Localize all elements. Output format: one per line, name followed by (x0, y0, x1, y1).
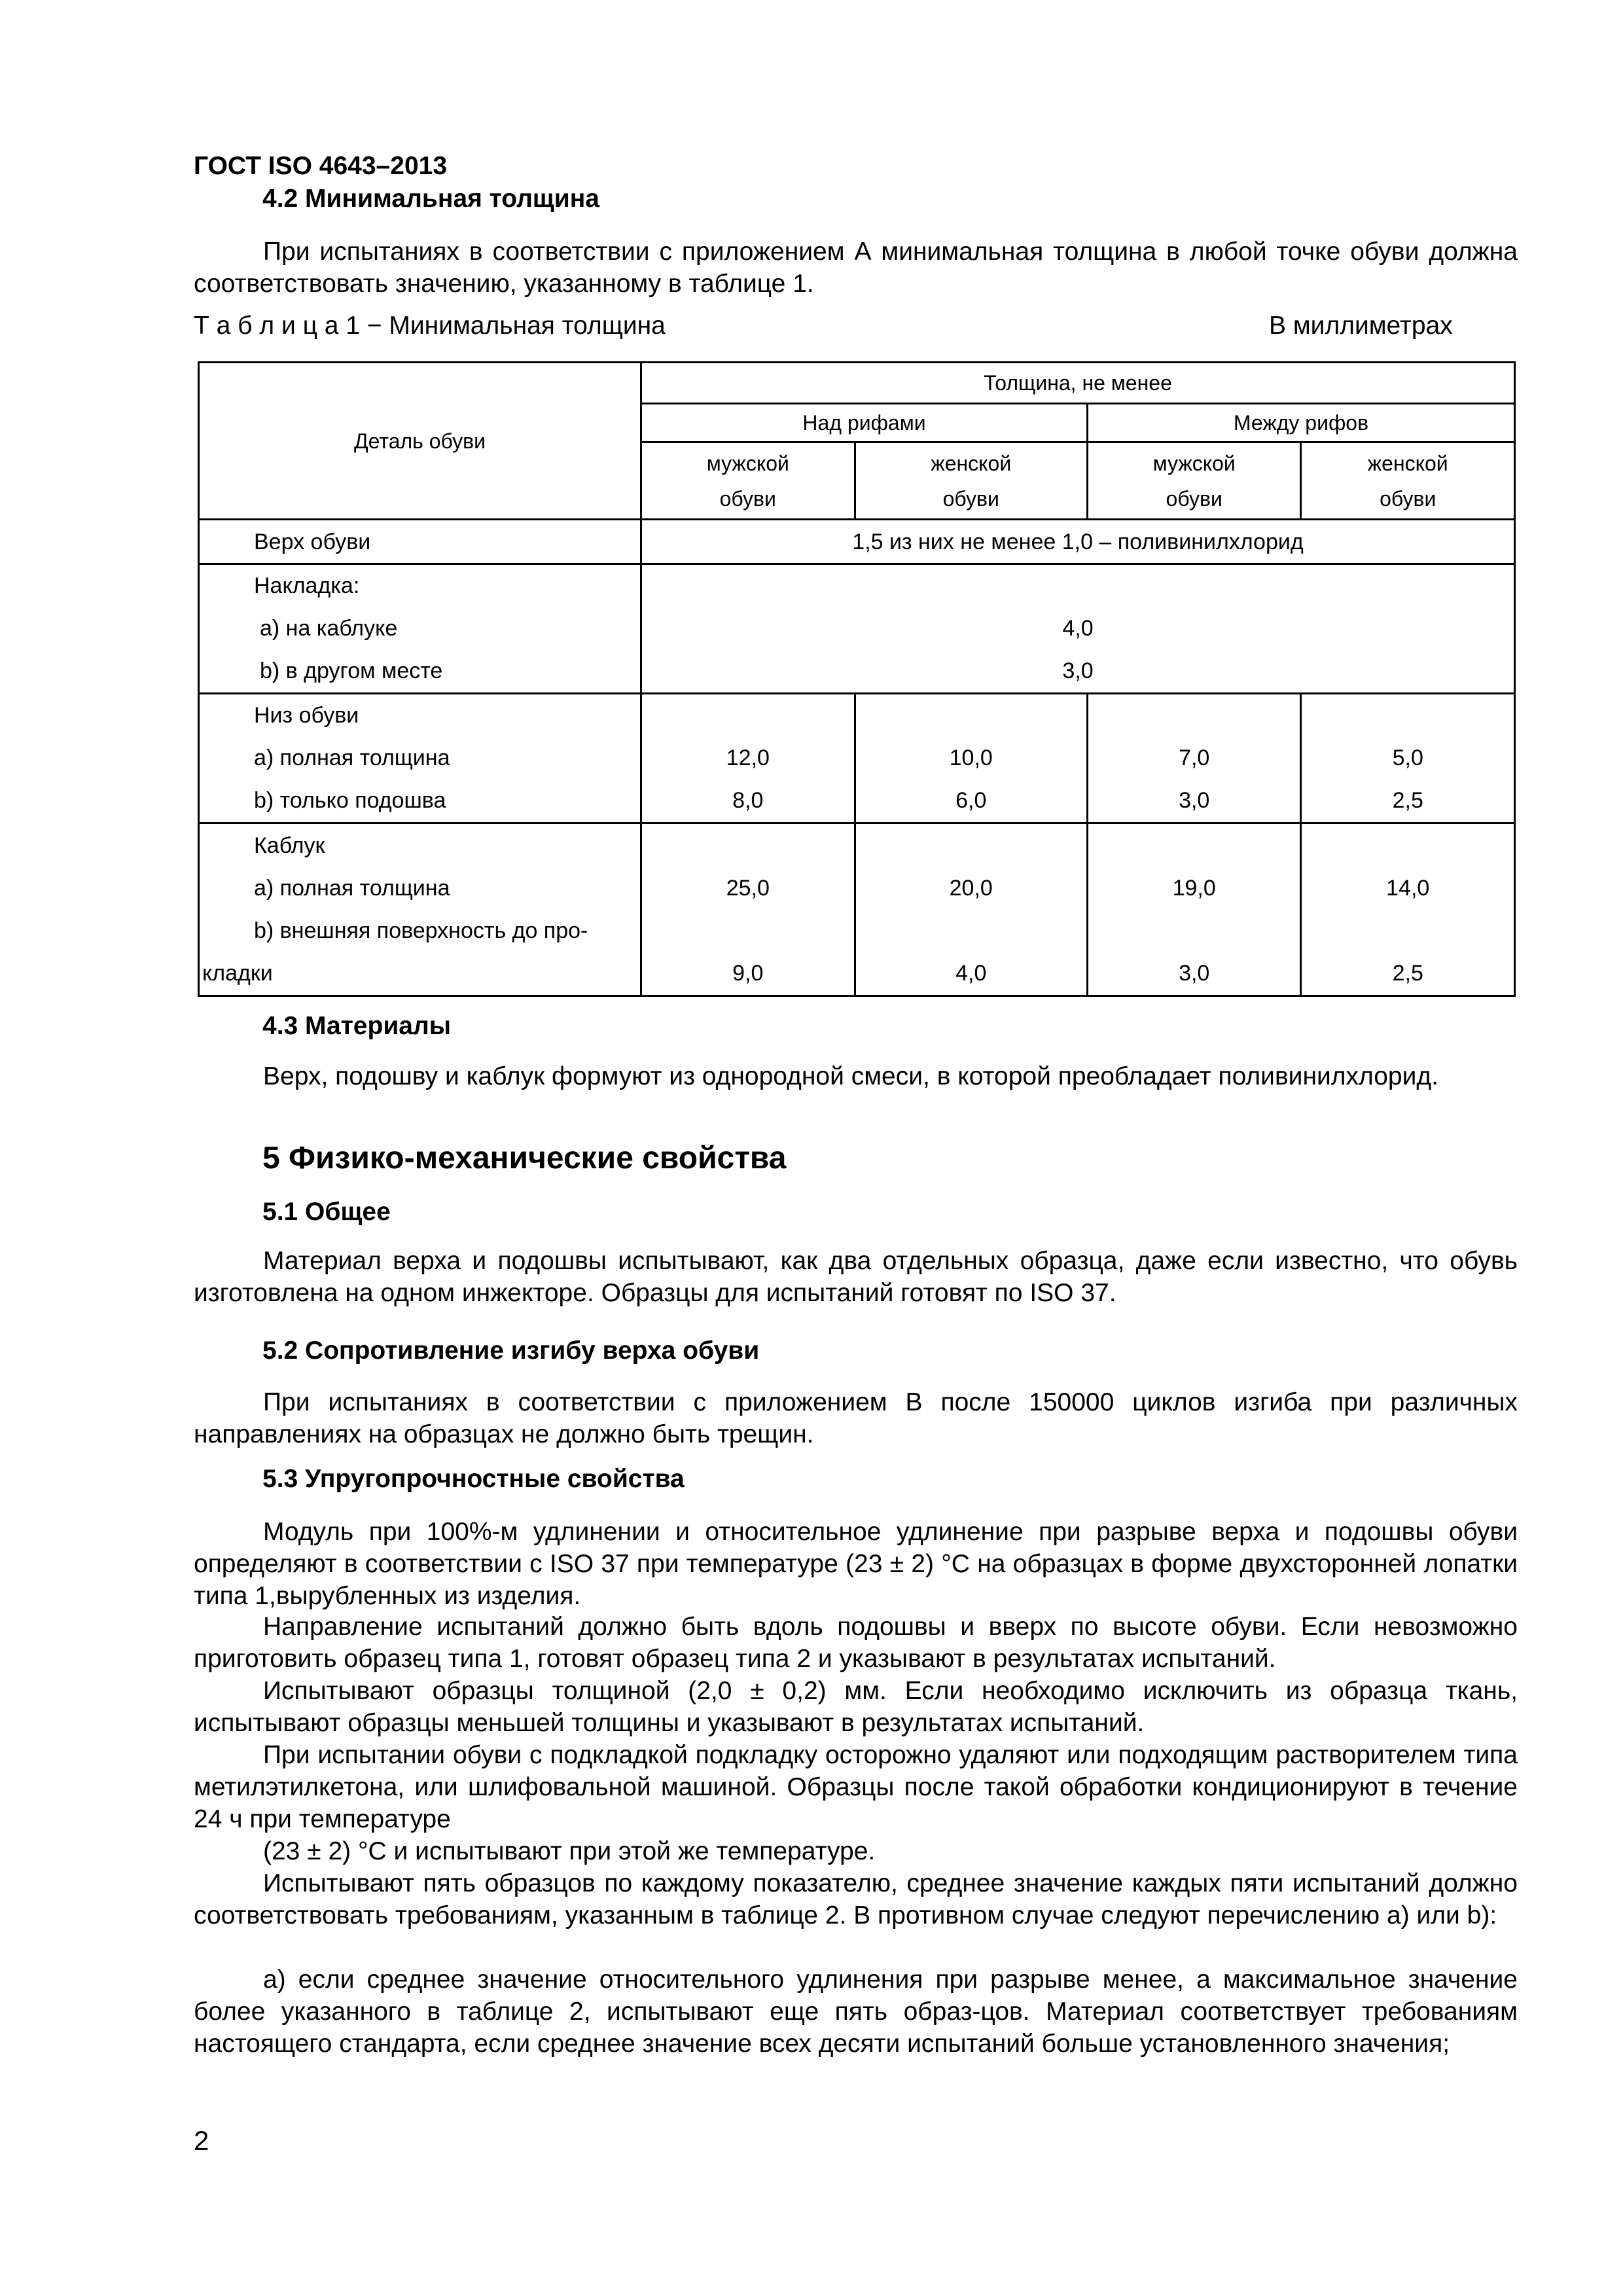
section-5-3-paragraph-6: а) если среднее значение относительного удлинения при разрыве менее, а максимальное значение более указанного в таблице 2, испытывают еще пять образ-цов. Материал соответствует требованиям настоящего стандарта, если среднее значение всех десяти испытаний больше установленного значения; (194, 1965, 1518, 2058)
row-overlay-label: Накладка: a) на каблуке b) в другом месте (199, 564, 641, 694)
section-4-2-title: 4.2 Минимальная толщина (262, 185, 599, 213)
section-5-1-paragraph: Материал верха и подошвы испытывают, как два отдельных образца, даже если известно, что обувь изготовлена на одном инжекторе. Образцы для испытаний готовят по ISO 37. (194, 1247, 1518, 1307)
section-5-3-paragraph-4: При испытании обуви с подкладкой подкладку осторожно удаляют или подходящим растворителем типа метилэтилкетона, или шлифовальной машиной. Образцы после такой обработки кондиционируют в течение 24 ч при температуре (194, 1741, 1518, 1833)
row-heel-women-above: 20,0 4,0 (855, 823, 1087, 996)
table-1-caption: Т а б л и ц а 1 − Минимальная толщина (194, 312, 666, 340)
row-heel-men-above: 25,0 9,0 (641, 823, 855, 996)
col-header-part: Деталь обуви (199, 363, 641, 520)
section-5-3-paragraph-2: Направление испытаний должно быть вдоль подошвы и вверх по высоте обуви. Если невозможно приготовить образец типа 1, готовят образец типа 2 и указывают в результатах испытаний. (194, 1613, 1518, 1673)
table-1-units: В миллиметрах (1269, 312, 1453, 340)
section-5-3-paragraph-5: Испытывают пять образцов по каждому показателю, среднее значение каждых пяти испытаний должно соответствовать требованиям, указанным в таблице 2. В противном случае следуют перечислению а) или b): (194, 1869, 1518, 1929)
col-header-between-ribs: Между рифов (1087, 404, 1514, 442)
row-heel-men-between: 19,0 3,0 (1087, 823, 1301, 996)
row-bottom-men-above: 12,0 8,0 (641, 694, 855, 823)
row-upper-label: Верх обуви (199, 520, 641, 564)
row-bottom-men-between: 7,0 3,0 (1087, 694, 1301, 823)
section-4-2-paragraph: При испытаниях в соответствии с приложением А минимальная толщина в любой точке обуви должна соответствовать значению, указанному в таблице 1. (194, 238, 1518, 298)
row-overlay-values: 4,0 3,0 (641, 564, 1515, 694)
row-heel-women-between: 14,0 2,5 (1301, 823, 1515, 996)
row-bottom-label: Низ обуви a) полная толщина b) только подошва (199, 694, 641, 823)
section-5-3-title: 5.3 Упругопрочностные свойства (262, 1465, 685, 1493)
row-heel-label: Каблук a) полная толщина b) внешняя поверхность до про- кладки (199, 823, 641, 996)
page-number: 2 (194, 2125, 209, 2156)
section-5-2-title: 5.2 Сопротивление изгибу верха обуви (262, 1336, 760, 1365)
col-header-men-2: мужской обуви (1087, 442, 1301, 520)
col-header-women-2: женской обуви (1301, 442, 1515, 520)
section-5-3-paragraph-3: Испытывают образцы толщиной (2,0 ± 0,2) мм. Если необходимо исключить из образца ткань, испытывают образцы меньшей толщины и указывают в результатах испытаний. (194, 1677, 1518, 1737)
row-upper-value: 1,5 из них не менее 1,0 – поливинилхлорид (641, 520, 1515, 564)
document-header: ГОСТ ISO 4643–2013 (194, 152, 448, 180)
section-5-1-title: 5.1 Общее (262, 1198, 391, 1226)
section-5-title: 5 Физико-механические свойства (262, 1141, 787, 1175)
row-bottom-women-above: 10,0 6,0 (855, 694, 1087, 823)
section-5-3-paragraph-4b: (23 ± 2) °C и испытывают при этой же температуре. (263, 1837, 876, 1865)
row-bottom-women-between: 5,0 2,5 (1301, 694, 1515, 823)
col-header-women-1: женской обуви (855, 442, 1087, 520)
section-5-2-paragraph: При испытаниях в соответствии с приложением В после 150000 циклов изгиба при различных направлениях на образцах не должно быть трещин. (194, 1388, 1518, 1448)
col-header-above-ribs: Над рифами (641, 404, 1088, 442)
section-4-3-title: 4.3 Материалы (262, 1012, 452, 1040)
section-5-3-paragraph-1: Модуль при 100%-м удлинении и относительное удлинение при разрыве верха и подошвы обуви определяют в соответствии с ISO 37 при температуре (23 ± 2) °C на образцах в форме двухсторонней лопатки типа 1,вырубленных из изделия. (194, 1518, 1518, 1610)
table-1 (198, 361, 1516, 997)
col-header-men-1: мужской обуви (641, 442, 855, 520)
col-header-thickness: Толщина, не менее (641, 363, 1515, 404)
section-4-3-paragraph: Верх, подошву и каблук формуют из однородной смеси, в которой преобладает поливинилхлорид. (263, 1062, 1438, 1090)
